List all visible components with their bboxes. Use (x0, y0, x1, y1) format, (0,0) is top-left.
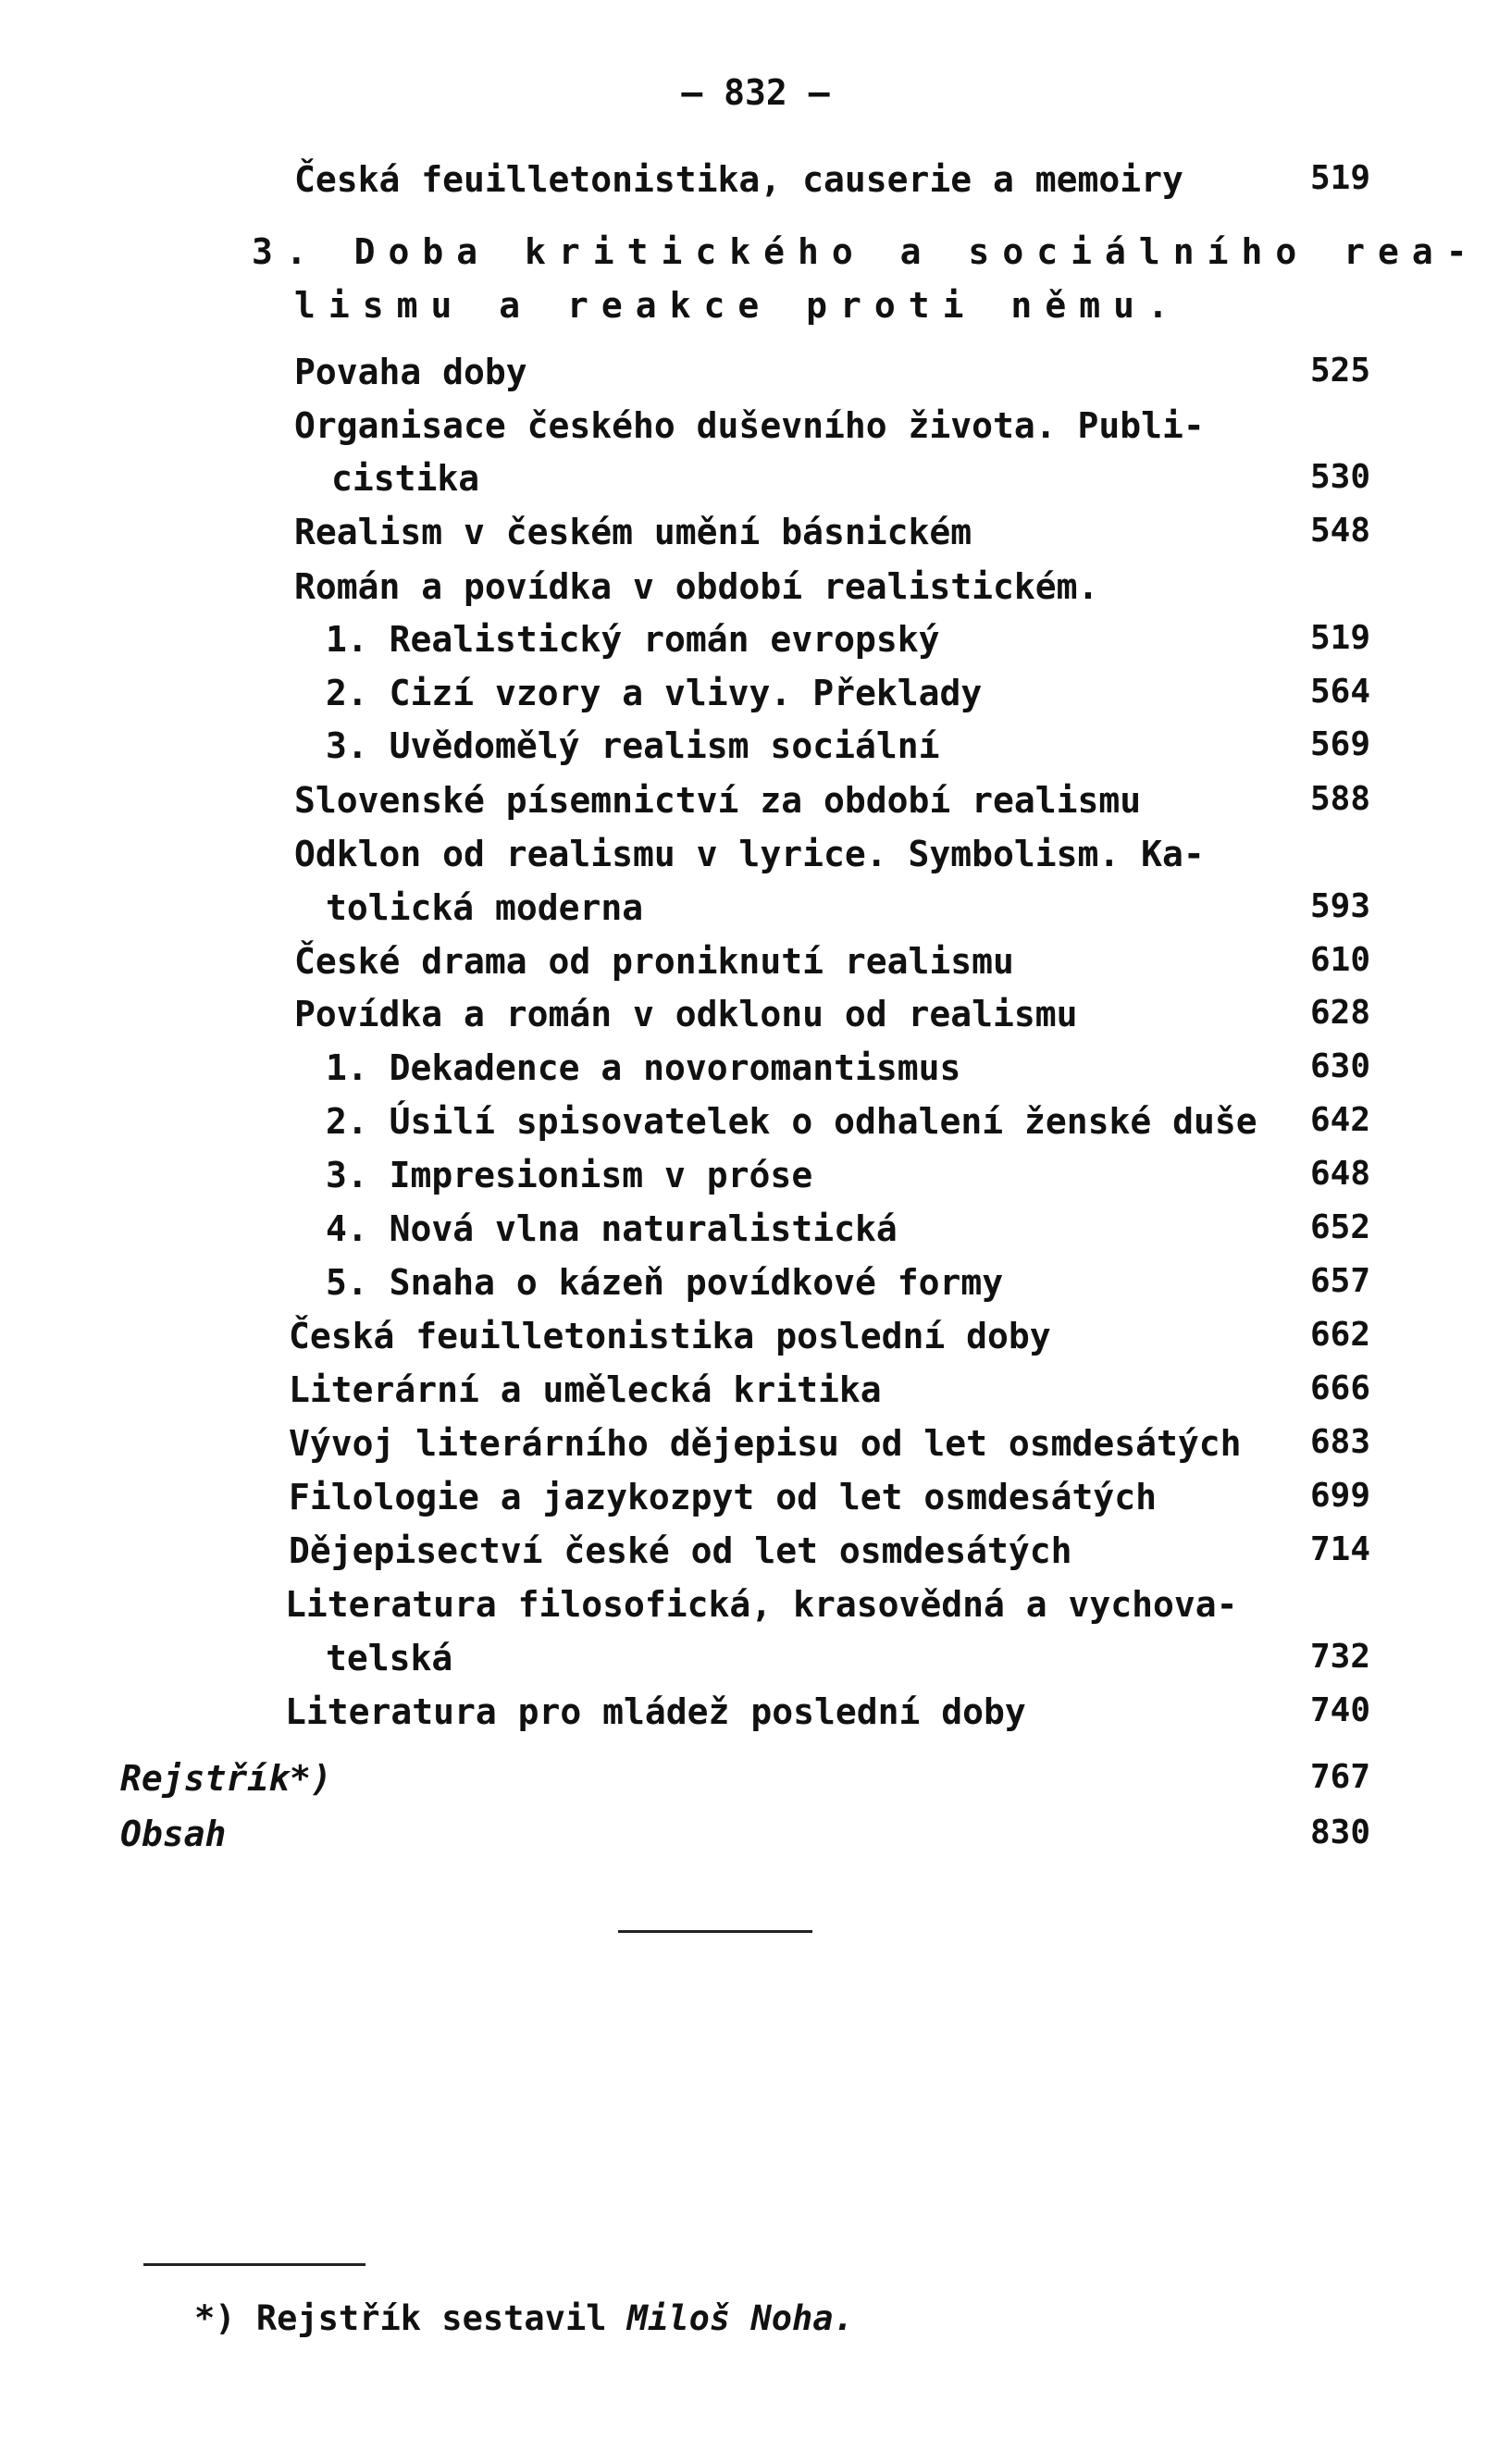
toc-entry-text: telská (326, 1638, 453, 1678)
section-heading-line-1: 3. Doba kritického a sociálního rea- (252, 231, 1480, 272)
toc-page-number: 642 (1309, 1101, 1370, 1139)
footnote-text: *) Rejstřík sestavil (194, 2298, 627, 2338)
toc-page-number: 714 (1309, 1530, 1370, 1568)
toc-entry-text: 2. Cizí vzory a vlivy. Překlady (326, 673, 983, 713)
toc-entry-text: Dějepisectví české od let osmdesátých (289, 1530, 1072, 1571)
toc-page-number: 548 (1309, 512, 1370, 550)
toc-page-number: 662 (1309, 1316, 1370, 1354)
toc-page-number: 569 (1309, 725, 1370, 763)
toc-entry-text: 2. Úsilí spisovatelek o odhalení ženské duše (326, 1101, 1257, 1142)
toc-page-number: 630 (1309, 1047, 1370, 1085)
index-entry: Rejstřík*) (120, 1758, 332, 1799)
toc-entry-text: Odklon od realismu v lyrice. Symbolism. Ka- (294, 834, 1205, 874)
footnote (194, 2298, 854, 2338)
page-number: — 832 — (681, 72, 830, 113)
toc-entry-text: Povídka a román v odklonu od realismu (294, 994, 1078, 1034)
toc-entry-text: Román a povídka v období realistickém. (294, 566, 1099, 607)
toc-page-number: 525 (1309, 352, 1370, 390)
toc-page-number: 683 (1309, 1423, 1370, 1461)
toc-entry-text: cistika (331, 458, 480, 499)
toc-page-number: 652 (1309, 1208, 1370, 1246)
toc-entry-text: Literární a umělecká kritika (289, 1369, 882, 1410)
toc-entry-text: Realism v českém umění básnickém (294, 512, 972, 552)
contents-entry: Obsah (120, 1814, 227, 1854)
toc-page-number: 740 (1309, 1691, 1370, 1729)
toc-entry-text: Literatura pro mládež poslední doby (285, 1691, 1026, 1732)
toc-entry-text: 4. Nová vlna naturalistická (326, 1208, 898, 1249)
toc-entry-text: Vývoj literárního dějepisu od let osmdesátých (289, 1423, 1242, 1464)
toc-page-number: 699 (1309, 1477, 1370, 1515)
toc-page-number: 519 (1309, 619, 1370, 657)
toc-entry-text: Česká feuilletonistika, causerie a memoiry (294, 159, 1183, 200)
toc-page-number: 767 (1309, 1758, 1370, 1796)
toc-entry-text: Filologie a jazykozpyt od let osmdesátých (289, 1477, 1157, 1517)
toc-entry-text: Povaha doby (294, 352, 527, 392)
toc-page-number: 588 (1309, 780, 1370, 818)
toc-entry-text: Organisace českého duševního života. Publi- (294, 405, 1205, 446)
toc-entry-text: 1. Dekadence a novoromantismus (326, 1047, 961, 1088)
toc-page-number: 732 (1309, 1638, 1370, 1676)
toc-entry-text: tolická moderna (326, 887, 644, 928)
toc-page-number: 593 (1309, 887, 1370, 925)
toc-entry-text: 3. Impresionism v próse (326, 1155, 813, 1195)
section-heading-line-2: lismu a reakce proti němu. (294, 285, 1182, 326)
toc-page-number: 519 (1309, 159, 1370, 197)
toc-entry-text: 1. Realistický román evropský (326, 619, 940, 660)
footnote-author: Miloš Noha. (626, 2298, 854, 2338)
toc-entry-text: Česká feuilletonistika poslední doby (289, 1316, 1051, 1356)
toc-page-number: 628 (1309, 994, 1370, 1032)
toc-page-number: 830 (1309, 1814, 1370, 1851)
toc-page-number: 610 (1309, 941, 1370, 979)
toc-entry-text: 5. Snaha o kázeň povídkové formy (326, 1262, 1004, 1303)
toc-entry-text: Literatura filosofická, krasovědná a vychova- (285, 1584, 1238, 1625)
toc-page-number: 657 (1309, 1262, 1370, 1300)
toc-entry-text: Slovenské písemnictví za období realismu (294, 780, 1142, 821)
toc-entry-text: 3. Uvědomělý realism sociální (326, 725, 940, 766)
section-divider (618, 1930, 812, 1933)
toc-page-number: 666 (1309, 1369, 1370, 1407)
toc-page-number: 564 (1309, 673, 1370, 711)
toc-page-number: 648 (1309, 1155, 1370, 1193)
footnote-rule (143, 2263, 365, 2266)
toc-page-number: 530 (1309, 458, 1370, 496)
toc-entry-text: České drama od proniknutí realismu (294, 941, 1014, 982)
